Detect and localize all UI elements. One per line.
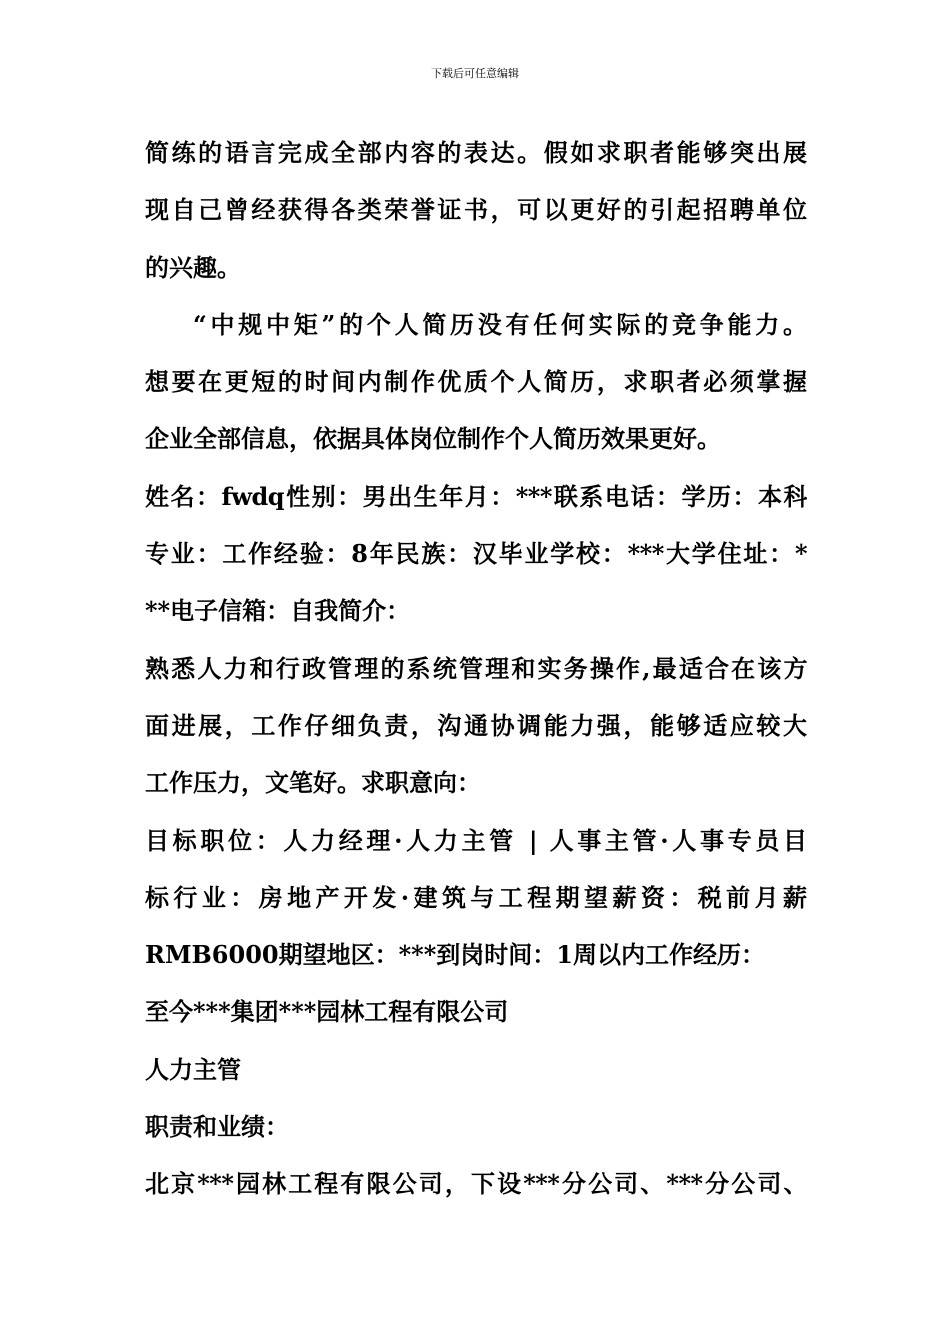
text-line: 人力主管 <box>145 1054 241 1084</box>
text-line: 工作压力，文笔好。求职意向： <box>145 768 481 798</box>
text-line: 面进展，工作仔细负责，沟通协调能力强，能够适应较大 <box>145 710 807 740</box>
text-line: 至今***集团***园林工程有限公司 <box>145 997 509 1027</box>
text-line: 标行业：房地产开发·建筑与工程期望薪资：税前月薪 <box>145 882 807 912</box>
text-line: 现自己曾经获得各类荣誉证书，可以更好的引起招聘单位 <box>145 195 807 225</box>
text-line: 目标职位：人力经理·人力主管 | 人事主管·人事专员目 <box>145 825 807 855</box>
text-line: 姓名：fwdq性别：男出生年月：***联系电话：学历：本科 <box>145 481 807 511</box>
text-line: 熟悉人力和行政管理的系统管理和实务操作,最适合在该方 <box>145 653 807 683</box>
text-line: 北京***园林工程有限公司，下设***分公司、***分公司、 <box>145 1169 807 1199</box>
page-header: 下载后可任意编辑 <box>431 67 519 80</box>
document-body <box>145 124 807 1213</box>
text-line: 简练的语言完成全部内容的表达。假如求职者能够突出展 <box>145 138 807 167</box>
text-line: **电子信箱：自我简介： <box>145 596 411 626</box>
text-line: RMB6000期望地区：***到岗时间：1周以内工作经历： <box>145 940 765 970</box>
text-line: “中规中矩”的个人简历没有任何实际的竞争能力。 <box>193 309 807 339</box>
text-line: 职责和业绩： <box>145 1112 289 1142</box>
text-line: 想要在更短的时间内制作优质个人简历，求职者必须掌握 <box>145 367 807 397</box>
text-line: 专业：工作经验：8年民族：汉毕业学校：***大学住址：* <box>145 539 807 569</box>
text-line: 企业全部信息，依据具体岗位制作个人简历效果更好。 <box>145 424 721 454</box>
text-line: 的兴趣。 <box>145 252 241 282</box>
